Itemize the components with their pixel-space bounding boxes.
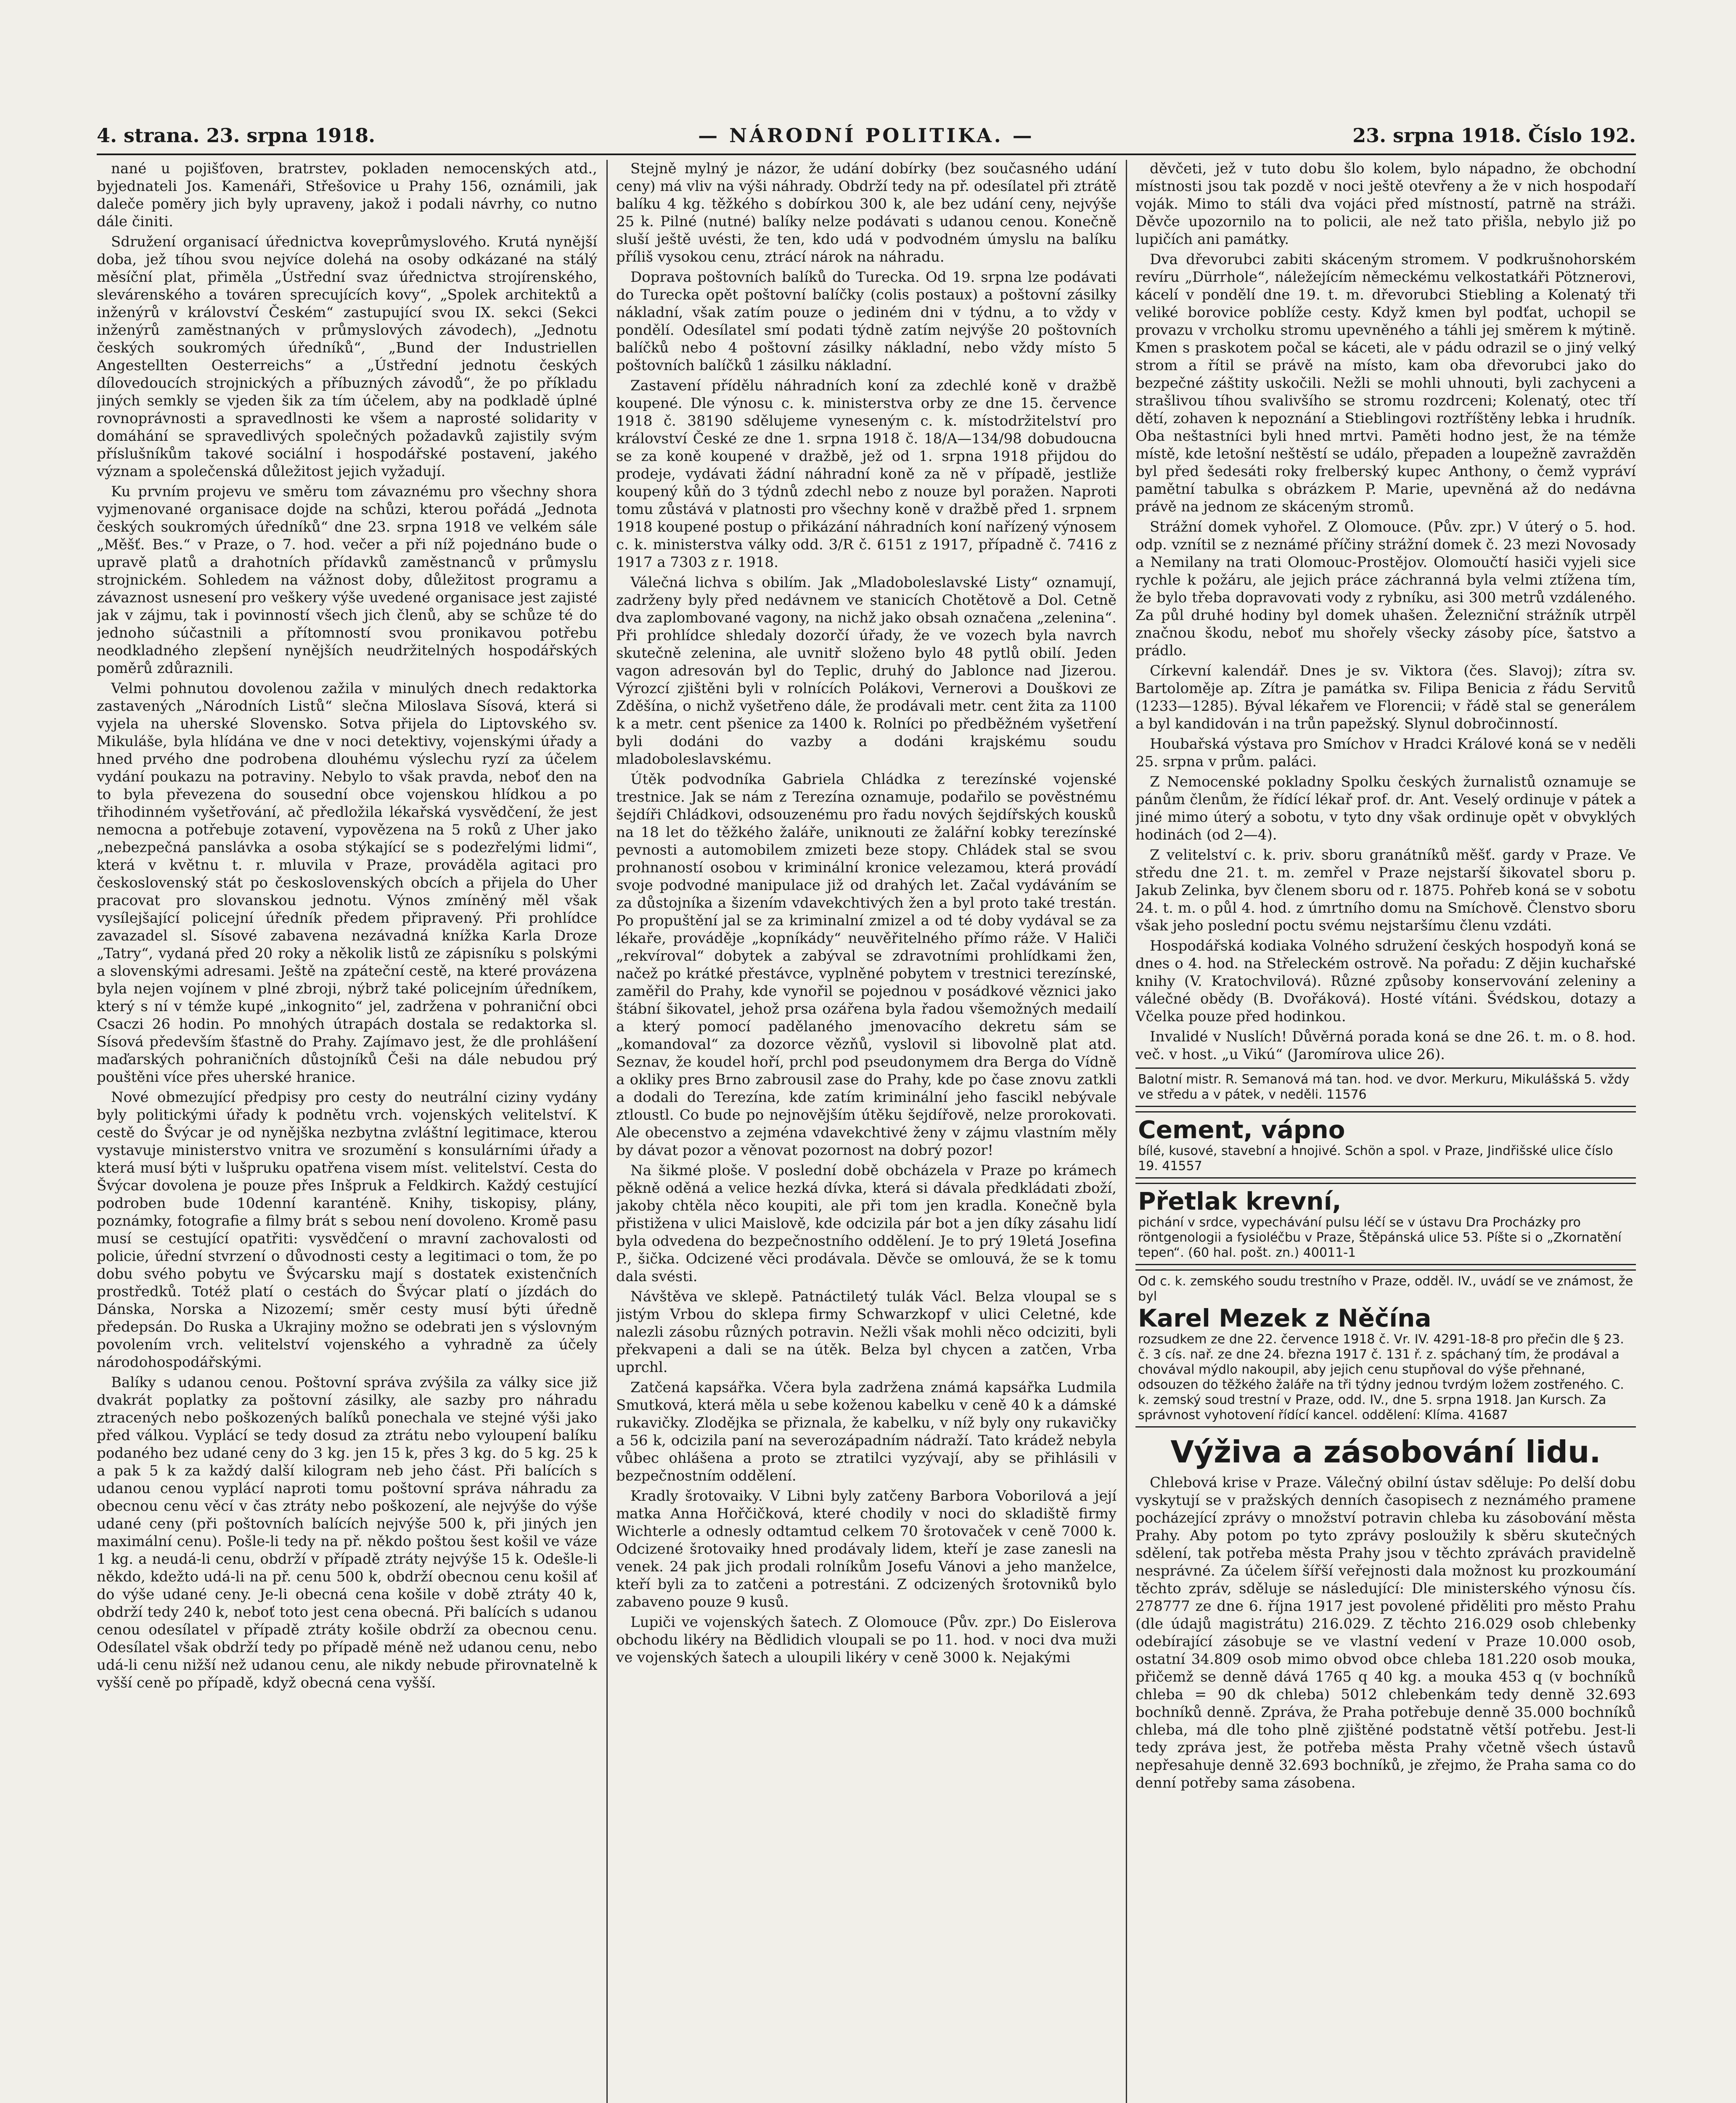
article-paragraph: Ku prvním projevu ve směru tom závaznému pro všechny shora vyjmenované organisace dojde na schůzi, kterou pořádá „Jednota českých soukromých úředníků“ dne 23. srpna 1918 ve velkém sále „Měšť. Bes.“ v Praze, o 7. hod. večer a při níž pojednáno bude o upravě platů a drahotních přídavků zaměstnanců v průmyslu strojnickém. Sohledem na vážnost doby, důležitost programu a závaznost usnesení pro veškery výše uvedené organisace jest zajisté jak v zájmu, tak i povinností všech jich členů, aby se schůze té do jednoho súčastnili a přítomností svou pronikavou potřebu neodkladného zlepšení nynějších neudržitelných hospodářských poměrů zdůraznili. (97, 483, 597, 677)
article-paragraph: Nové obmezující předpisy pro cesty do neutrální ciziny vydány byly politickými úřady k podnětu vrch. vojenských velitelství. K cestě do Švýcar je od nynějška nezbytna zvláštní legitimace, kterou vystavuje ministerstvo vnitra ve srozumění s konsulárními úřady a která musí býti v lušpruku opatřena visem míst. velitelství. Cesta do Švýcar dovolena je pouze přes Inšpruk a Feldkirch. Každý cestující podroben bude 10denní karanténě. Knihy, tiskopisy, plány, poznámky, fotografie a filmy brát s sebou není dovoleno. Kromě pasu musí se cestující opatřiti: vysvědčení o mravní zachovalosti od policie, úřední stvrzení o důvodnosti cesty a legitimaci o tom, že po dobu svého pobytu ve Švýcarsku mají s dostatek existenčních prostředků. Totéž platí o cestách do Švýcar platí o jízdách do Dánska, Norska a Nizozemí; směr cesty musí býti úředně předepsán. Do Ruska a Ukrajiny možno se odebrati jen s výslovným povolením vrch. velitelství vojenského a vyhradně za účely národohospodářskými. (97, 1089, 597, 1371)
section-title: Výživa a zásobování lidu. (1170, 1434, 1601, 1470)
header-right: 23. srpna 1918. Číslo 192. (1352, 124, 1636, 147)
column-1 (97, 160, 597, 2103)
article-paragraph: Z Nemocenské pokladny Spolku českých žurnalistů oznamuje se pánům členům, že řídící lékař prof. dr. Ant. Veselý ordinuje v pátek a jiné mimo úterý a sobotu, v tyto dny však ordinuje opět v obvyklých hodinách (od 2—4). (1135, 773, 1636, 843)
court-notice (1135, 1269, 1636, 1428)
article-paragraph: Zatčená kapsářka. Včera byla zadržena známá kapsářka Ludmila Smutková, která měla u sebe koženou kabelku v ceně 40 k a dámské rukavičky. Zlodějka se přiznala, že kabelku, v níž byly ony rukavičky a 56 k, odcizila paní na severozápadním nádraží. Tato krádež nebyla vůbec ohlášena a proto se ztratilci vyzývají, aby se přihlásili v bezpečnostním oddělení. (616, 1379, 1117, 1484)
article-paragraph: Zastavení přídělu náhradních koní za zdechlé koně v dražbě koupené. Dle výnosu c. k. ministerstva orby ze dne 15. července 1918 č. 38190 sdělujeme vyneseným c. k. místodržitelství pro království České ze dne 1. srpna 1918 č. 18/A—134/98 dobudoucna se za koně koupené v dražbě, jež od 1. srpna 1918 přijdou do prodeje, vydávati žádní náhradní koně za ně v případě, jestliže koupený kůň do 3 týdnů zdechl nebo z nouze byl poražen. Naproti tomu zůstává v platnosti pro všechny koně v dražbě před 1. srpnem 1918 koupené postup o přikázání náhradních koní nařízený výnosem c. k. ministerstva války odd. 3/R č. 6151 z 1917, případně č. 7416 z 1917 a 7303 z r. 1918. (616, 377, 1117, 571)
ad-text: bílé, kusové, stavební a hnojivé. Schön a spol. v Praze, Jindřišské ulice číslo 19. 41557 (1138, 1144, 1613, 1173)
article-paragraph: Dva dřevorubci zabiti skáceným stromem. V podkrušnohorském revíru „Dürrhole“, náležejícím německému velkostatkáři Pötznerovi, kácelí v pondělí dne 19. t. m. dřevorubci Stiebling a Kolenatý tři veliké borovice poblíže cesty. Když kmen byl podťat, uchopil se provazu v vrcholku stromu upevněného a táhli jej směrem k mýtině. Kmen s praskotem počal se káceti, ale v pádu odrazil se o jiný velký strom a řítil se právě na místo, kam oba dřevorubci jako do bezpečné záštity uskočili. Nežli se mohli uhnouti, byli zachyceni a strašlivou tíhou svalivšího se stromu rozdrceni; Kolenatý, otec tří dětí, zohaven k nepoznání a Stieblingovi roztříštěny lebka i hrudník. Oba neštastníci byli hned mrtvi. Paměti hodno jest, že na témže místě, kde letošní neštěstí se událo, přepaden a loupežně zavražděn byl před šedesáti roky frelberský kupec Anthony, o čemž vypráví pamětní tabulka s obrázkem P. Marie, upevněná až do nedávna právě na jednom ze skáceným stromů. (1135, 251, 1636, 515)
article-paragraph: Církevní kalendář. Dnes je sv. Viktora (čes. Slavoj); zítra sv. Bartoloměje ap. Zítra je památka sv. Filipa Benicia z řádu Servitů (1233—1285). Býval lékařem ve Florencii; v řádě stal se generálem a byl kandidován i na trůn papežský. Slynul dobročinností. (1135, 662, 1636, 732)
columns (97, 160, 1636, 2103)
article-paragraph: Návštěva ve sklepě. Patnáctiletý tulák Václ. Belza vloupal se s jistým Vrbou do sklepa firmy Schwarzkopf v ulici Celetné, kde nalezli zásobu různých potravin. Nežli však mohli něco odciziti, byli překvapeni a dali se na útěk. Belza byl chycen a zatčen, Vrba uprchl. (616, 1288, 1117, 1376)
column-3 (1135, 160, 1636, 2103)
article-paragraph: Válečná lichva s obilím. Jak „Mladoboleslavské Listy“ oznamují, zadrženy byly před nedávnem ve stanicích Chotětově a Dol. Cetně dva zaplombované vagony, na nichž jako obsah označena „zelenina“. Při prohlídce shledaly dozorčí úřady, že ve vozech byla navrch skutečně zelenina, ale uvnitř složeno bylo 48 pytlů obilí. Jeden vagon adresován byl do Teplic, druhý do Jablonce nad Jizerou. Výrozcí zjištěni byli v rolnících Polákovi, Vernerovi a Douškovi ze Zděšína, o nichž vyšetřeno dále, že prodávali metr. cent žita za 1100 k a metr. cent pšenice za 1400 k. Rolníci po předběžném vyšetření byli dodáni do vazby a dodáni krajskému soudu mladoboleslavskému. (616, 574, 1117, 768)
article-paragraph: Lupiči ve vojenských šatech. Z Olomouce (Pův. zpr.) Do Eislerova obchodu likéry na Bědlidich vloupali se po 11. hod. v noci dva muži ve vojenských šatech a uloupili likéry v ceně 3000 k. Nejakými (616, 1614, 1117, 1666)
article-paragraph: Strážní domek vyhořel. Z Olomouce. (Pův. zpr.) V úterý o 5. hod. odp. vznítil se z neznámé příčiny strážní domek č. 23 mezi Novosady a Nemilany na trati Olomouc-Prostějov. Olomoučtí hasiči vyjeli sice rychle k požáru, ale jejich práce záchranná byla velmi ztížena tím, že bylo třeba dopravovati vody z rybníku, asi 300 metrů vzdáleného. Za půl druhé hodiny byl domek uhašen. Železniční strážník utrpěl značnou škodu, neboť mu shořely všecky zásoby píce, šatstvo a prádlo. (1135, 519, 1636, 659)
article-paragraph: nané u pojišťoven, bratrstev, pokladen nemocenských atd., byjednateli Jos. Kamenáři, Střešovice u Prahy 156, oznámili, jak daleče poměry jich byly upraveny, jakož i podali návrhy, co nutno dále činiti. (97, 160, 597, 230)
page-header (97, 120, 1636, 155)
article-paragraph: Na šikmé ploše. V poslední době obcházela v Praze po krámech pěkně oděná a velice hezká dívka, která si dávala předkládati zboží, jakoby chtěla něco koupiti, ale při tom jen kradla. Konečně byla přistižena v ulici Maislově, kde odcizila pár bot a jen díky zásahu lidí byla odvedena do bezpečnostního oddělení. Je to prý 19letá Josefina P., šička. Odcizené věci prodávala. Děvče se omlouvá, že se k tomu dala svésti. (616, 1162, 1117, 1285)
article-paragraph: Stejně mylný je názor, že udání dobírky (bez současného udání ceny) má vliv na výši náhrady. Obdrží tedy na př. odesílatel při ztrátě balíku 4 kg. těžkého s dobírkou 300 k, ale bez udání ceny, nejvýše 25 k. Pilné (nutné) balíky nelze podávati s udanou cenou. Konečně sluší ještě uvésti, že ten, kdo udá v podvodném úmyslu na balíku příliš vysokou cenu, ztrácí nárok na náhradu. (616, 160, 1117, 265)
advertisement-cement (1135, 1111, 1636, 1179)
notice-name: Karel Mezek z Něčína (1138, 1304, 1432, 1332)
article-paragraph: Balíky s udanou cenou. Poštovní správa zvýšila za války sice již dvakrát poplatky za poštovní zásilky, ale sazby pro náhradu ztracených nebo poškozených balíků ponechala ve stejné výši jako před válkou. Vyplácí se tedy dosud za ztrátu nebo vyloupení balíku podaného bez udané ceny do 3 kg. jen 15 k, přes 3 kg. do 5 kg. 25 k a pak 5 k za každý další kilogram neb jeho část. Při balících s udanou cenou vyplácí naproti tomu poštovní správa náhradu za obecnou cenu věcí v čas ztráty nebo poškození, ale nejvýše do výše udané ceny (při poštovních balících nejvýše 500 k, při jiných jen maximální cenu). Pošle-li tedy na př. někdo poštou šest košil ve váze 1 kg. a neudá-li cenu, obdrží v případě ztráty nejvýše 15 k. Odešle-li někdo, kdežto udá-li na př. cenu 500 k, obdrží obecnou cenu košil ať do výše udané ceny. Je-li obecná cena košile v době ztráty 40 k, obdrží tedy 240 k, neboť toto jest cena obecná. Při balících s udanou cenou odesílatel v případě ztráty košile obdrží za obecnou cenu. Odesílatel však obdrží tedy po případě méně než udanou cenu, nebo udá-li cenu nižší než udanou cenu, ale nikdy nebude přirovnatelně k vyšší ceně po případě, když obecná cena vyšší. (97, 1374, 597, 1691)
masthead: — NÁRODNÍ POLITIKA. — (698, 124, 1035, 147)
article-paragraph: Houbařská výstava pro Smíchov v Hradci Králové koná se v neděli 25. srpna v prům. paláci. (1135, 736, 1636, 770)
article-paragraph: Invalidé v Nuslích! Důvěrná porada koná se dne 26. t. m. o 8. hod. več. v host. „u Vikú“ (Jaromírova ulice 26). (1135, 1028, 1636, 1063)
column-2 (616, 160, 1117, 2103)
article-paragraph: Kradly šrotovaiky. V Libni byly zatčeny Barbora Voborilová a její matka Anna Hořčičková, které chodily v noci do skladiště firmy Wichterle a odnesly odtamtud celkem 70 šrotovaček v ceně 7000 k. Odcizené šrotovaiky hned prodávaly lidem, kteří je zase zanesli na venek. 24 pak jich prodali rolníkům Josefu Vánovi a jeho manželce, kteří byli za to zatčeni a potrestáni. Z odcizených šrotovniků bylo zabaveno pouze 9 kusů. (616, 1488, 1117, 1610)
ad-headline: Přetlak krevní, (1138, 1187, 1342, 1216)
advertisement-balotni (1135, 1067, 1636, 1107)
article-paragraph: děvčeti, jež v tuto dobu šlo kolem, bylo nápadno, že obchodní místnosti jsou tak pozdě v noci ještě otevřeny a že v nich hospodaří voják. Mimo to stáli dva vojáci před místností, patrně na stráži. Děvče upozornilo na to policii, ale než tato přišla, nebylo již po lupičích ani památky. (1135, 160, 1636, 248)
article-paragraph: Útěk podvodníka Gabriela Chládka z terezínské vojenské trestnice. Jak se nám z Terezína oznamuje, podařilo se pověstnému šejdíři Chládkovi, odsouzenému pro řadu nových šejdířských kousků na 18 let do těžkého žaláře, uniknouti ze žalářní kobky terezínské pevnosti a automobilem zmizeti beze stopy. Chládek stal se svou prohnaností osobou v kriminální kronice velezamou, která provádí svoje podvodné manipulace již od drahých let. Začal vydáváním se za důstojníka a šizením vdavekchtivých žen a byl proto také trestán. Po propuštění jal se za kriminalní zmizel a od té doby vydával se za lékaře, prováděje „kopníkády“ neuvěřitelného přímo ráže. V Haliči „rekvíroval“ dobytek a zabýval se zdravotními prohlídkami žen, načež po krátké přestávce, vyplněné pobytem v trestnici terezínské, zaměřil do Prahy, kde vynořil se pojednou v posádkové věznici jako štábní šikovatel, jehož prsa ozářena byla řadou všemožných medailí a který pomocí padělaného jmenovacího dekretu sám se „komandoval“ za dozorce vězňů, vyslovil si libovolně plat atd. Seznav, že koudel hoří, prchl pod pseudonymem dra Berga do Vídně a okliky pres Brno zabrousil zase do Prahy, kde po čase znovu zatkli a dodali do Terezína, kde zatím kriminální jeho fascikl nebývale ztloustl. Co bude po nejnovějším útěku šejdířově, nelze prorokovati. Ale obecenstvo a zejména vdavekchtivé ženy v zájmu vlastním měly by dávat pozor a věnovat pozornost na dobrý pozor! (616, 771, 1117, 1159)
notice-text: rozsudkem ze dne 22. července 1918 č. Vr. IV. 4291-18-8 pro přečin dle § 23. č. 3 cís. nař. ze dne 24. března 1917 č. 131 ř. z. spáchaný tím, že prodával a chovával mýdlo nakoupil, aby jejich cenu stupňoval do výše přehnané, odsouzen do těžkého žaláře na tři týdny jednou tvrdým ložem zostřeného. C. k. zemský soud trestní v Praze, odd. IV., dne 5. srpna 1918. Jan Kursch. Za správnost vyhotovení řídící kancel. oddělení: Klíma. 41687 (1138, 1332, 1624, 1422)
article-paragraph: Chlebová krise v Praze. Válečný obilní ústav sděluje: Po delší dobu vyskytují se v pražských denních časopisech z neznámého pramene pocházející zprávy o množství potravin chleba ku zásobování města Prahy. Aby potom po tyto zprávy posloužily k sběru skutečných sdělení, tak potřeba města Prahy jsou v těchto zprávách pravidelně nesprávné. Za účelem šířší veřejnosti dala možnost ku prozkoumání těchto zpráv, sděluje se následující: Dle ministerského výnosu čís. 278777 ze dne 6. října 1917 jest povolené přiděliti pro město Prahu (dle údajů magistrátu) 216.029. Z těchto 216.029 osob chlebenky odebírající zásobuje se ve vlastní vedení v Praze 10.000 osob, ostatní 34.809 osob mimo obvod obce chleba 181.220 osob mouka, přičemž se denně dává 1765 q 40 kg. a mouka 453 q (v bochníků chleba = 90 dk chleba) 5012 chlebenkám tedy denně 32.693 bochníků denně. Zpráva, že Praha potřebuje denně 35.000 bochníků chleba, má dle toho plně zjištěné podstatně větší potřebu. Jest-li tedy zpráva jest, že potřeba města Prahy včetně všech ústavů nepřesahuje denně 32.693 bochníků, je zřejmo, že Praha sama co do denní potřeby sama zásobena. (1135, 1474, 1636, 1791)
advertisement-pretlak (1135, 1183, 1636, 1265)
article-paragraph: Velmi pohnutou dovolenou zažila v minulých dnech redaktorka zastavených „Národních Listů“ slečna Miloslava Sísová, která si vyjela na uherské Slovensko. Sotva přijela do Liptovského sv. Mikuláše, byla hlídána ve dne v noci detektivy, vojenskými úřady a hned prvého dne podrobena dlouhému výslechu ryzí za účelem vydání poukazu na potravinу. Nebylo to však pravda, neboť den na to byla převezena do sousední obce vojenskou hlídkou a po třihodinném vyšetřování, ač předložila lékařská vysvědčení, že jest nemocna a potřebuje zotavení, vypovězena na 5 roků z Uher jako „nebezpečná panslávka a osoba stýkající se s podezřelými lidmi“, která v květnu t. r. mluvila v Praze, prováděla agitaci pro československý stát po československých obcích a přijela do Uher pracovat pro slovanskou jednotu. Výnos zmíněný měl však vysílejšající policejní úředník předem připravený. Při prohlídce zavazadel sl. Sísové zabavena nezávadná knížka Karla Droze „Tatry“, vydaná před 20 roky a několik listů ze zápisníku s polskými a slovenskými adresami. Ještě na zpáteční cestě, na které provázena byla nejen vojínem v plné zbroji, nýbrž také policejním úředníkem, který s ní v témže kupé „inkognito“ jel, zadržena v pohraniční obci Csaczi 26 hodin. Po mnohých útrapách dostala se redaktorka sl. Sísová především šťastně do Prahy. Zajímavo jest, že dle prohlášení maďarských pohraničních důstojníků Češi na dále nebudou prý pouštěni více přes uherské hranice. (97, 680, 597, 1086)
ad-headline: Cement, vápno (1138, 1115, 1345, 1144)
article-paragraph: Z velitelství c. k. priv. sboru granátníků měšť. gardy v Praze. Ve středu dne 21. t. m. zemřel v Praze nejstarší šikovatel sboru p. Jakub Zelinka, byv členem sboru od r. 1875. Pohřeb koná se v sobotu 24. t. m. o půl 4. hod. z úmrtního domu na Smíchově. Členstvo sboru však jeho poslední poctu svému nejstaršímu členu vzdáti. (1135, 847, 1636, 934)
article-paragraph: Hospodářská kodiaka Volného sdružení českých hospodyň koná se dnes o 4. hod. na Střeleckém ostrově. Na pořadu: Z dějin kuchařské knihy (V. Kratochvilová). Různé způsoby konservování zeleniny a válečné obědy (B. Dvořáková). Hosté vítáni. Švédskou, dotazy a Včelka pouze před hodinkou. (1135, 938, 1636, 1025)
notice-intro: Od c. k. zemského soudu trestního v Praze, odděl. IV., uvádí se ve známost, že byl (1138, 1274, 1633, 1304)
ad-text: Balotní mistr. R. Semanová má tan. hod. ve dvor. Merkuru, Mikulášská 5. vždy ve středu a v pátek, v neděli. 11576 (1138, 1072, 1630, 1102)
article-paragraph: Sdružení organisací úřednictva koveprůmyslového. Krutá nynější doba, jež tíhou svou nejvíce dolehá na osoby odkázané na stálý měsíční plat, přiměla „Ústřední svaz úřednictva strojírenského, slevárenského a továren sprecujících kovy“, „Spolek architektů a inženýrů v království Českém“ zastupující svou IX. sekci (Sekci inženýrů zaměstnaných v průmyslových závodech), „Jednotu českých soukromých úředníků“, „Bund der Industriellen Angestellten Oesterreichs“ a „Ústřední jednotu českých dílovedoucích strojnických a příbuzných závodů“, že po příkladu jiných semkly se vjeden šik za tím účelem, aby na podkladě úplné rovnoprávnosti a spravedlnosti ke všem a naprosté solidarity v domáhání se spravedlivých společných požadavků zajistily svým příslušníkům takové sociální i hospodářské postavení, jakého význam a společenská důležitost jejich vyžadují. (97, 233, 597, 480)
header-left: 4. strana. 23. srpna 1918. (97, 124, 376, 147)
newspaper-page (97, 120, 1636, 2103)
article-paragraph: Doprava poštovních balíků do Turecka. Od 19. srpna lze podávati do Turecka opět poštovní balíčky (colis postaux) a poštovní zásilky nákladní, však zatím pouze o jediném dni v týdnu, a to vždy v pondělí. Odesílatel smí podati týdně zatím nejvýše 20 poštovních balíčků nebo 4 poštovní zásilky nákladní, nebo vždy místo 5 poštovních balíčků 1 zásilku nákladní. (616, 269, 1117, 374)
ad-text: pichání v srdce, vypechávání pulsu léčí se v ústavu Dra Procházky pro röntgenologii a fysioléčbu v Praze, Štěpánská ulice 53. Píšte si o „Zkornatění tepen“. (60 hal. pošt. zn.) 40011-1 (1138, 1215, 1622, 1260)
